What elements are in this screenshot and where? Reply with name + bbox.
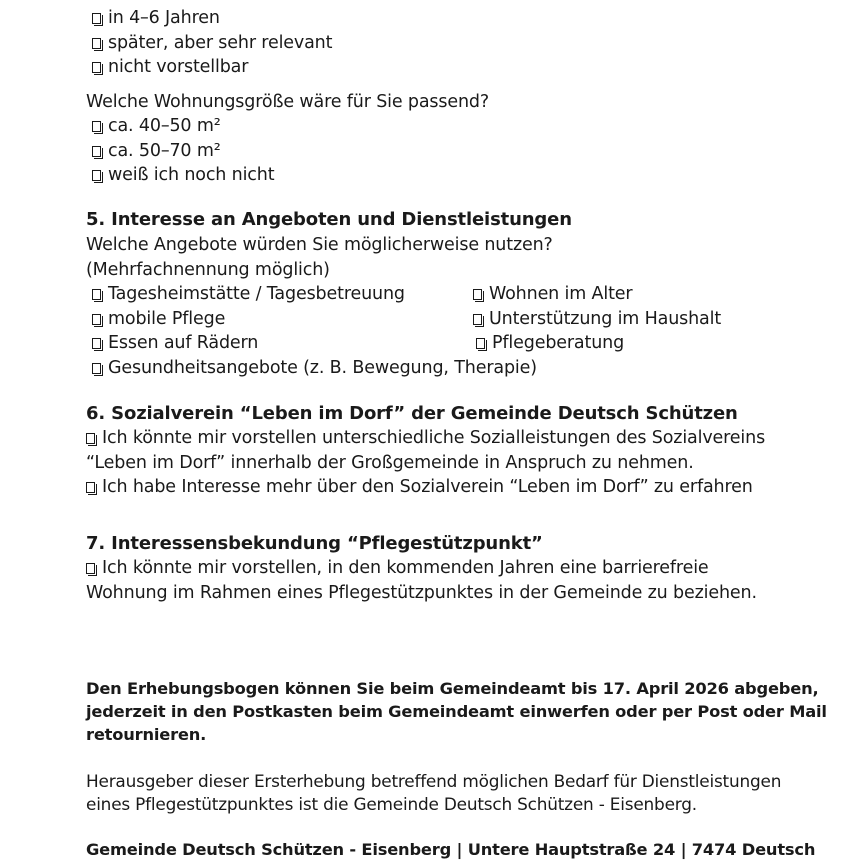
section-5-heading: 5. Interesse an Angeboten und Dienstleistungen [86,209,572,230]
question-services: Welche Angebote würden Sie möglicherweise nutzen? [86,235,553,255]
checkbox-option[interactable]: Wohnen im Alter [473,282,632,307]
checkbox-icon[interactable] [92,121,101,132]
checkbox-icon[interactable] [92,62,101,73]
checkbox-option[interactable]: mobile Pflege [92,307,225,332]
checkbox-option[interactable]: Ich könnte mir vorstellen unterschiedliche Sozialleistungen des Sozialvereins [86,426,765,451]
checkbox-icon[interactable] [86,563,95,574]
submission-note-line-2: jederzeit in den Postkasten beim Gemeindeamt einwerfen oder per Post oder Mail [86,702,827,721]
checkbox-icon[interactable] [92,13,101,24]
checkbox-option[interactable]: weiß ich noch nicht [92,163,274,188]
checkbox-option[interactable]: ca. 40–50 m² [92,114,221,139]
checkbox-option[interactable]: in 4–6 Jahren [92,6,220,31]
checkbox-icon[interactable] [92,289,101,300]
section-6-heading: 6. Sozialverein “Leben im Dorf” der Gemeinde Deutsch Schützen [86,403,738,424]
checkbox-icon[interactable] [92,38,101,49]
checkbox-icon[interactable] [92,338,101,349]
submission-note-line-3: retournieren. [86,725,207,744]
address-line: Gemeinde Deutsch Schützen - Eisenberg | Untere Hauptstraße 24 | 7474 Deutsch [86,840,816,859]
checkbox-icon[interactable] [473,289,482,300]
checkbox-option[interactable]: nicht vorstellbar [92,55,248,80]
checkbox-icon[interactable] [476,338,485,349]
checkbox-option[interactable]: später, aber sehr relevant [92,31,332,56]
publisher-note-line-2: eines Pflegestützpunktes ist die Gemeinde Deutsch Schützen - Eisenberg. [86,794,697,814]
checkbox-option[interactable]: Gesundheitsangebote (z. B. Bewegung, Therapie) [92,356,537,381]
checkbox-icon[interactable] [92,146,101,157]
checkbox-option[interactable]: ca. 50–70 m² [92,139,221,164]
submission-note-line-1: Den Erhebungsbogen können Sie beim Gemeindeamt bis 17. April 2026 abgeben, [86,679,819,698]
checkbox-option[interactable]: Unterstützung im Haushalt [473,307,721,332]
checkbox-option[interactable]: Ich könnte mir vorstellen, in den kommenden Jahren eine barrierefreie [86,556,709,581]
checkbox-icon[interactable] [92,363,101,374]
checkbox-icon[interactable] [473,314,482,325]
checkbox-option-continuation: “Leben im Dorf” innerhalb der Großgemeinde in Anspruch zu nehmen. [86,453,694,473]
checkbox-icon[interactable] [86,433,95,444]
multiple-choice-note: (Mehrfachnennung möglich) [86,260,330,280]
publisher-note-line-1: Herausgeber dieser Ersterhebung betreffend möglichen Bedarf für Dienstleistungen [86,771,782,791]
checkbox-icon[interactable] [92,170,101,181]
checkbox-option[interactable]: Essen auf Rädern [92,331,258,356]
section-7-heading: 7. Interessensbekundung “Pflegestützpunkt” [86,533,543,554]
checkbox-option[interactable]: Tagesheimstätte / Tagesbetreuung [92,282,405,307]
question-apartment-size: Welche Wohnungsgröße wäre für Sie passend? [86,92,490,112]
checkbox-option[interactable]: Ich habe Interesse mehr über den Sozialverein “Leben im Dorf” zu erfahren [86,475,753,500]
checkbox-option[interactable]: Pflegeberatung [476,331,624,356]
checkbox-option-continuation: Wohnung im Rahmen eines Pflegestützpunktes in der Gemeinde zu beziehen. [86,583,757,603]
checkbox-icon[interactable] [86,482,95,493]
checkbox-icon[interactable] [92,314,101,325]
